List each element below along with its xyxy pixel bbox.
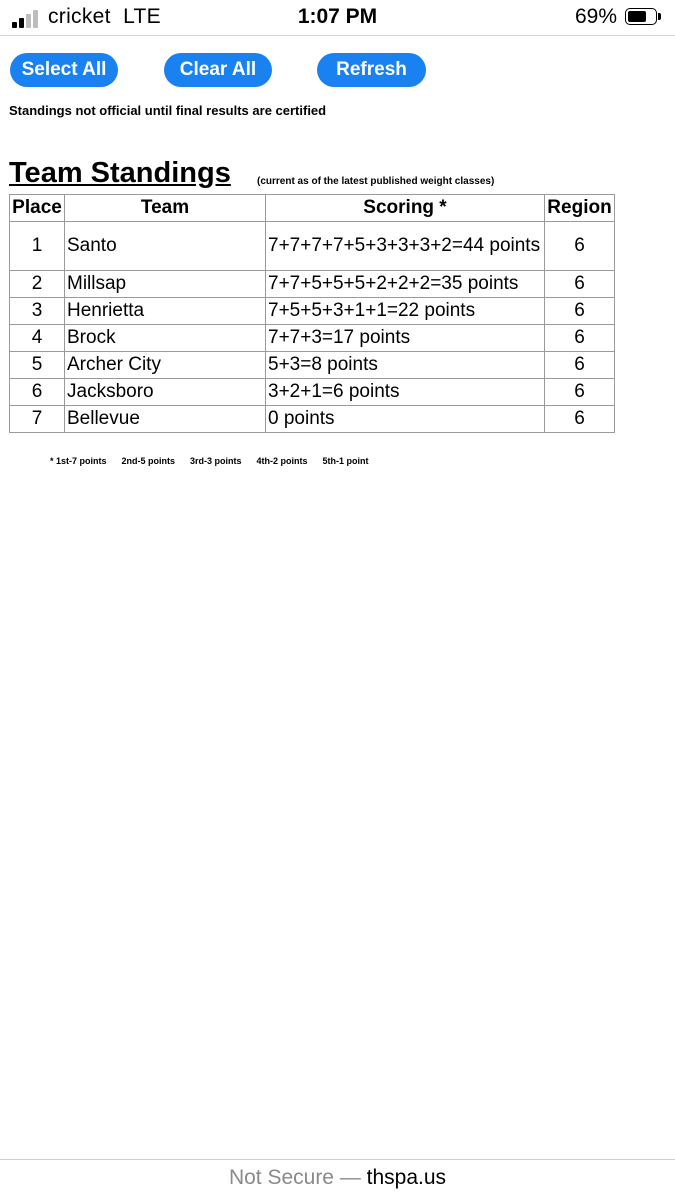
- cell-scoring: 7+7+5+5+5+2+2+2=35 points: [266, 271, 545, 298]
- table-row: [10, 298, 615, 325]
- cell-region: 6: [545, 325, 615, 352]
- header-scoring: Scoring *: [266, 195, 545, 222]
- cell-scoring: 3+2+1=6 points: [266, 379, 545, 406]
- cell-place: 3: [10, 298, 65, 325]
- cell-team: Bellevue: [65, 406, 266, 433]
- cell-team: Santo: [65, 222, 266, 271]
- cell-scoring: 0 points: [266, 406, 545, 433]
- cell-team: Brock: [65, 325, 266, 352]
- cell-scoring: 7+7+3=17 points: [266, 325, 545, 352]
- cell-region: 6: [545, 352, 615, 379]
- refresh-button[interactable]: Refresh: [317, 53, 426, 87]
- page-subtitle: (current as of the latest published weight classes): [257, 176, 495, 187]
- battery-percent: 69%: [574, 5, 617, 28]
- table-row: [10, 325, 615, 352]
- cell-team: Henrietta: [65, 298, 266, 325]
- table-row: [10, 271, 615, 298]
- cell-team: Millsap: [65, 271, 266, 298]
- cell-region: 6: [545, 406, 615, 433]
- cell-place: 5: [10, 352, 65, 379]
- status-divider: [0, 35, 675, 36]
- network-type: LTE: [123, 5, 161, 28]
- table-header-row: [10, 195, 615, 222]
- url-bar[interactable]: [0, 1166, 675, 1190]
- cell-scoring: 7+5+5+3+1+1=22 points: [266, 298, 545, 325]
- cell-region: 6: [545, 379, 615, 406]
- select-all-button[interactable]: Select All: [10, 53, 118, 87]
- header-region: Region: [545, 195, 615, 222]
- table-row: [10, 379, 615, 406]
- table-row: [10, 406, 615, 433]
- cell-region: 6: [545, 298, 615, 325]
- cell-team: Archer City: [65, 352, 266, 379]
- cell-place: 6: [10, 379, 65, 406]
- security-label: Not Secure —: [228, 1166, 361, 1189]
- clear-all-button[interactable]: Clear All: [164, 53, 272, 87]
- status-bar: [0, 0, 675, 36]
- cell-scoring: 7+7+7+7+5+3+3+3+2=44 points: [266, 222, 545, 271]
- cell-place: 2: [10, 271, 65, 298]
- cell-place: 7: [10, 406, 65, 433]
- standings-table: [9, 194, 615, 433]
- cell-place: 4: [10, 325, 65, 352]
- site-domain: thspa.us: [366, 1166, 447, 1189]
- header-place: Place: [10, 195, 65, 222]
- cell-region: 6: [545, 271, 615, 298]
- cell-team: Jacksboro: [65, 379, 266, 406]
- scoring-footnote: * 1st-7 points 2nd-5 points 3rd-3 points 4th-2 points 5th-1 point: [50, 456, 369, 466]
- header-team: Team: [65, 195, 266, 222]
- cell-region: 6: [545, 222, 615, 271]
- page-title: Team Standings: [9, 157, 231, 189]
- table-row: [10, 222, 615, 271]
- cell-place: 1: [10, 222, 65, 271]
- battery-icon: [625, 8, 663, 27]
- official-notice: Standings not official until final results are certified: [9, 103, 327, 118]
- table-row: [10, 352, 615, 379]
- url-bar-divider: [0, 1159, 675, 1160]
- cell-scoring: 5+3=8 points: [266, 352, 545, 379]
- status-time: 1:07 PM: [297, 5, 378, 28]
- carrier-name: cricket: [48, 5, 111, 28]
